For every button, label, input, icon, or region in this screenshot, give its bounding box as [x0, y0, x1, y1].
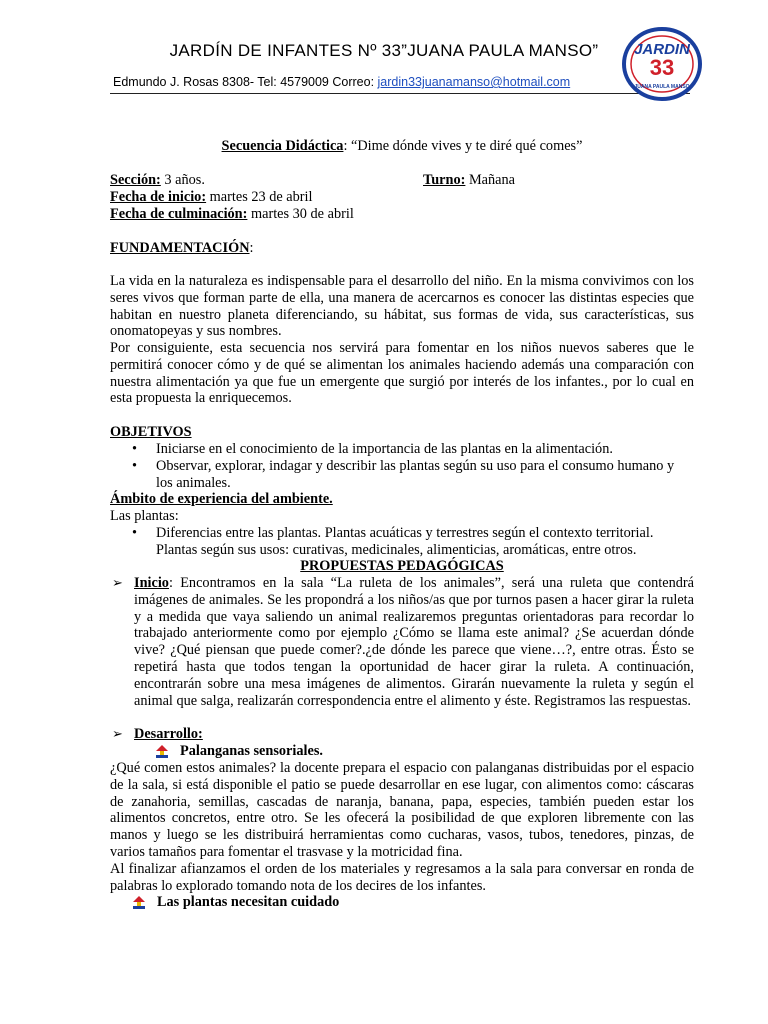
logo-ring-text: JUANA PAULA MANSO [634, 84, 690, 90]
school-logo-image [622, 26, 702, 102]
fundamentacion-paragraph-1: La vida en la naturaleza es indispensable para el desarrollo del niño. En la misma convivimos con los seres vivos que forman parte de ella, una manera de acercarnos es conocer las distintas especies que habitan en nuestro planeta diferenciando, su hábitat, sus formas de vida, sus características, sus onomatopeyas y sus nombres. [110, 273, 694, 340]
fecha-inicio-label: Fecha de inicio: [110, 189, 207, 205]
fundamentacion-heading-suffix: : [249, 240, 254, 256]
fecha-culminacion-label: Fecha de culminación: [110, 206, 248, 222]
turno-value: Mañana [465, 172, 516, 188]
color-arrow-bullet-icon [133, 896, 145, 909]
meta-fecha-culminacion [110, 206, 694, 223]
sequence-title-label: Secuencia Didáctica [221, 138, 344, 154]
seccion-value: 3 años. [160, 172, 205, 188]
fundamentacion-heading-text: FUNDAMENTACIÓN [110, 240, 250, 256]
list-item [110, 525, 694, 559]
palanganas-item [180, 743, 323, 760]
inicio-item [112, 575, 694, 709]
ambito-heading: Ámbito de experiencia del ambiente. [110, 491, 333, 507]
meta-turno [423, 172, 693, 189]
contact-line [113, 75, 570, 89]
ambito-item-text: Diferencias entre las plantas. Plantas acuáticas y terrestres según el contexto territorial. Plantas según sus usos: curativas, medicinales, alimenticias, aromáticas, entre otros. [156, 525, 654, 558]
objetivo-text: Iniciarse en el conocimiento de la importancia de las plantas en la alimentación. [156, 441, 613, 457]
desarrollo-item [112, 726, 694, 743]
cuidado-label: Las plantas necesitan cuidado [157, 894, 340, 910]
arrow-bullet-icon: ➢ [112, 575, 123, 590]
finalizar-paragraph: Al finalizar afianzamos el orden de los materiales y regresamos a la sala para conversar en ronda de palabras lo explorado tomando nota de los decires de los infantes. [110, 861, 694, 894]
ambito-list [110, 525, 694, 559]
objetivo-text: Observar, explorar, indagar y describir las plantas según su uso para el consumo humano y los animales. [156, 457, 675, 491]
email-link[interactable]: jardin33juanamanso@hotmail.com [377, 75, 571, 89]
sequence-title [110, 138, 694, 155]
list-item [110, 441, 694, 458]
logo-word: JARDIN [634, 41, 690, 58]
school-logo [622, 26, 702, 102]
palanganas-label: Palanganas sensoriales. [180, 743, 323, 759]
inicio-label: Inicio [134, 575, 169, 591]
objetivos-list [110, 441, 694, 491]
fecha-inicio-value: martes 23 de abril [206, 189, 313, 205]
desarrollo-label: Desarrollo: [134, 726, 203, 742]
objetivos-heading: OBJETIVOS [110, 424, 192, 440]
bullet-icon: • [132, 457, 138, 474]
arrow-bullet-icon: ➢ [112, 726, 123, 741]
header-divider [110, 93, 690, 94]
fundamentacion-paragraph-2: Por consiguiente, esta secuencia nos servirá para fomentar en los niños nuevos saberes que le permitirá conocer cómo y de qué se alimentan los animales haciendo además una comparación con nuestra alimentación ya que fue un emergente que surgió por interés de los infantes., por lo cual en esta propuesta la enriquecemos. [110, 340, 694, 407]
bullet-icon: • [132, 525, 138, 541]
logo-number: 33 [649, 55, 675, 80]
turno-label: Turno: [423, 172, 466, 188]
fundamentacion-heading [110, 240, 694, 257]
list-item [110, 458, 694, 492]
fecha-culminacion-value: martes 30 de abril [247, 206, 354, 222]
palanganas-paragraph: ¿Qué comen estos animales? la docente prepara el espacio con palanganas distribuidas por el espacio de la sala, si está disponible el patio se puede desarrollar en ese lugar, con alimentos como: cáscaras de zanahoria, semillas, cascadas de naranja, banana, papa, especies, también pueden estar los alimentos concretos, entre otro. Se les ofecerá la posibilidad de que exploren libremente con las manos y luego se les distribuirá herramientas como cucharas, vasos, tubos, tenedores, pinzas, de varios tamaños para fomentar el trasvase y la motricidad fina. [110, 760, 694, 860]
cuidado-item [157, 894, 339, 911]
school-name: JARDÍN DE INFANTES Nº 33”JUANA PAULA MANSO” [169, 41, 599, 60]
meta-fecha-inicio [110, 189, 694, 206]
color-arrow-bullet-icon [156, 745, 168, 758]
propuestas-heading: PROPUESTAS PEDAGÓGICAS [300, 558, 504, 574]
sequence-title-text: : “Dime dónde vives y te diré qué comes” [343, 138, 583, 154]
inicio-text: : Encontramos en la sala “La ruleta de los animales”, será una ruleta que contendrá imágenes de animales. Se les propondrá a los niños/as que por turnos pasen a hacer girar la ruleta y a medida que vaya saliendo un animal realizaremos preguntas orientadoras para recordar lo trabajado anteriormente como por ejemplo ¿Cómo se llama este animal? ¿Se acuerdan dónde vive? ¿Qué piensan que puede comer?.¿de dónde les parece que viene…?, entre otras. Ésto se repetirá hasta que todos tengan la oportunidad de hacer girar la ruleta. A continuación, encontrarán sobre una mesa imágenes de alimentos. Girarán nuevamente la ruleta y según el animal que salga, realizarán correspondencia entre el alimento y éste. Registramos las respuestas. [134, 575, 694, 709]
ambito-intro: Las plantas: [110, 508, 179, 524]
seccion-label: Sección: [110, 172, 161, 188]
contact-text: Edmundo J. Rosas 8308- Tel: 4579009 Correo: [113, 75, 378, 89]
bullet-icon: • [132, 441, 138, 457]
